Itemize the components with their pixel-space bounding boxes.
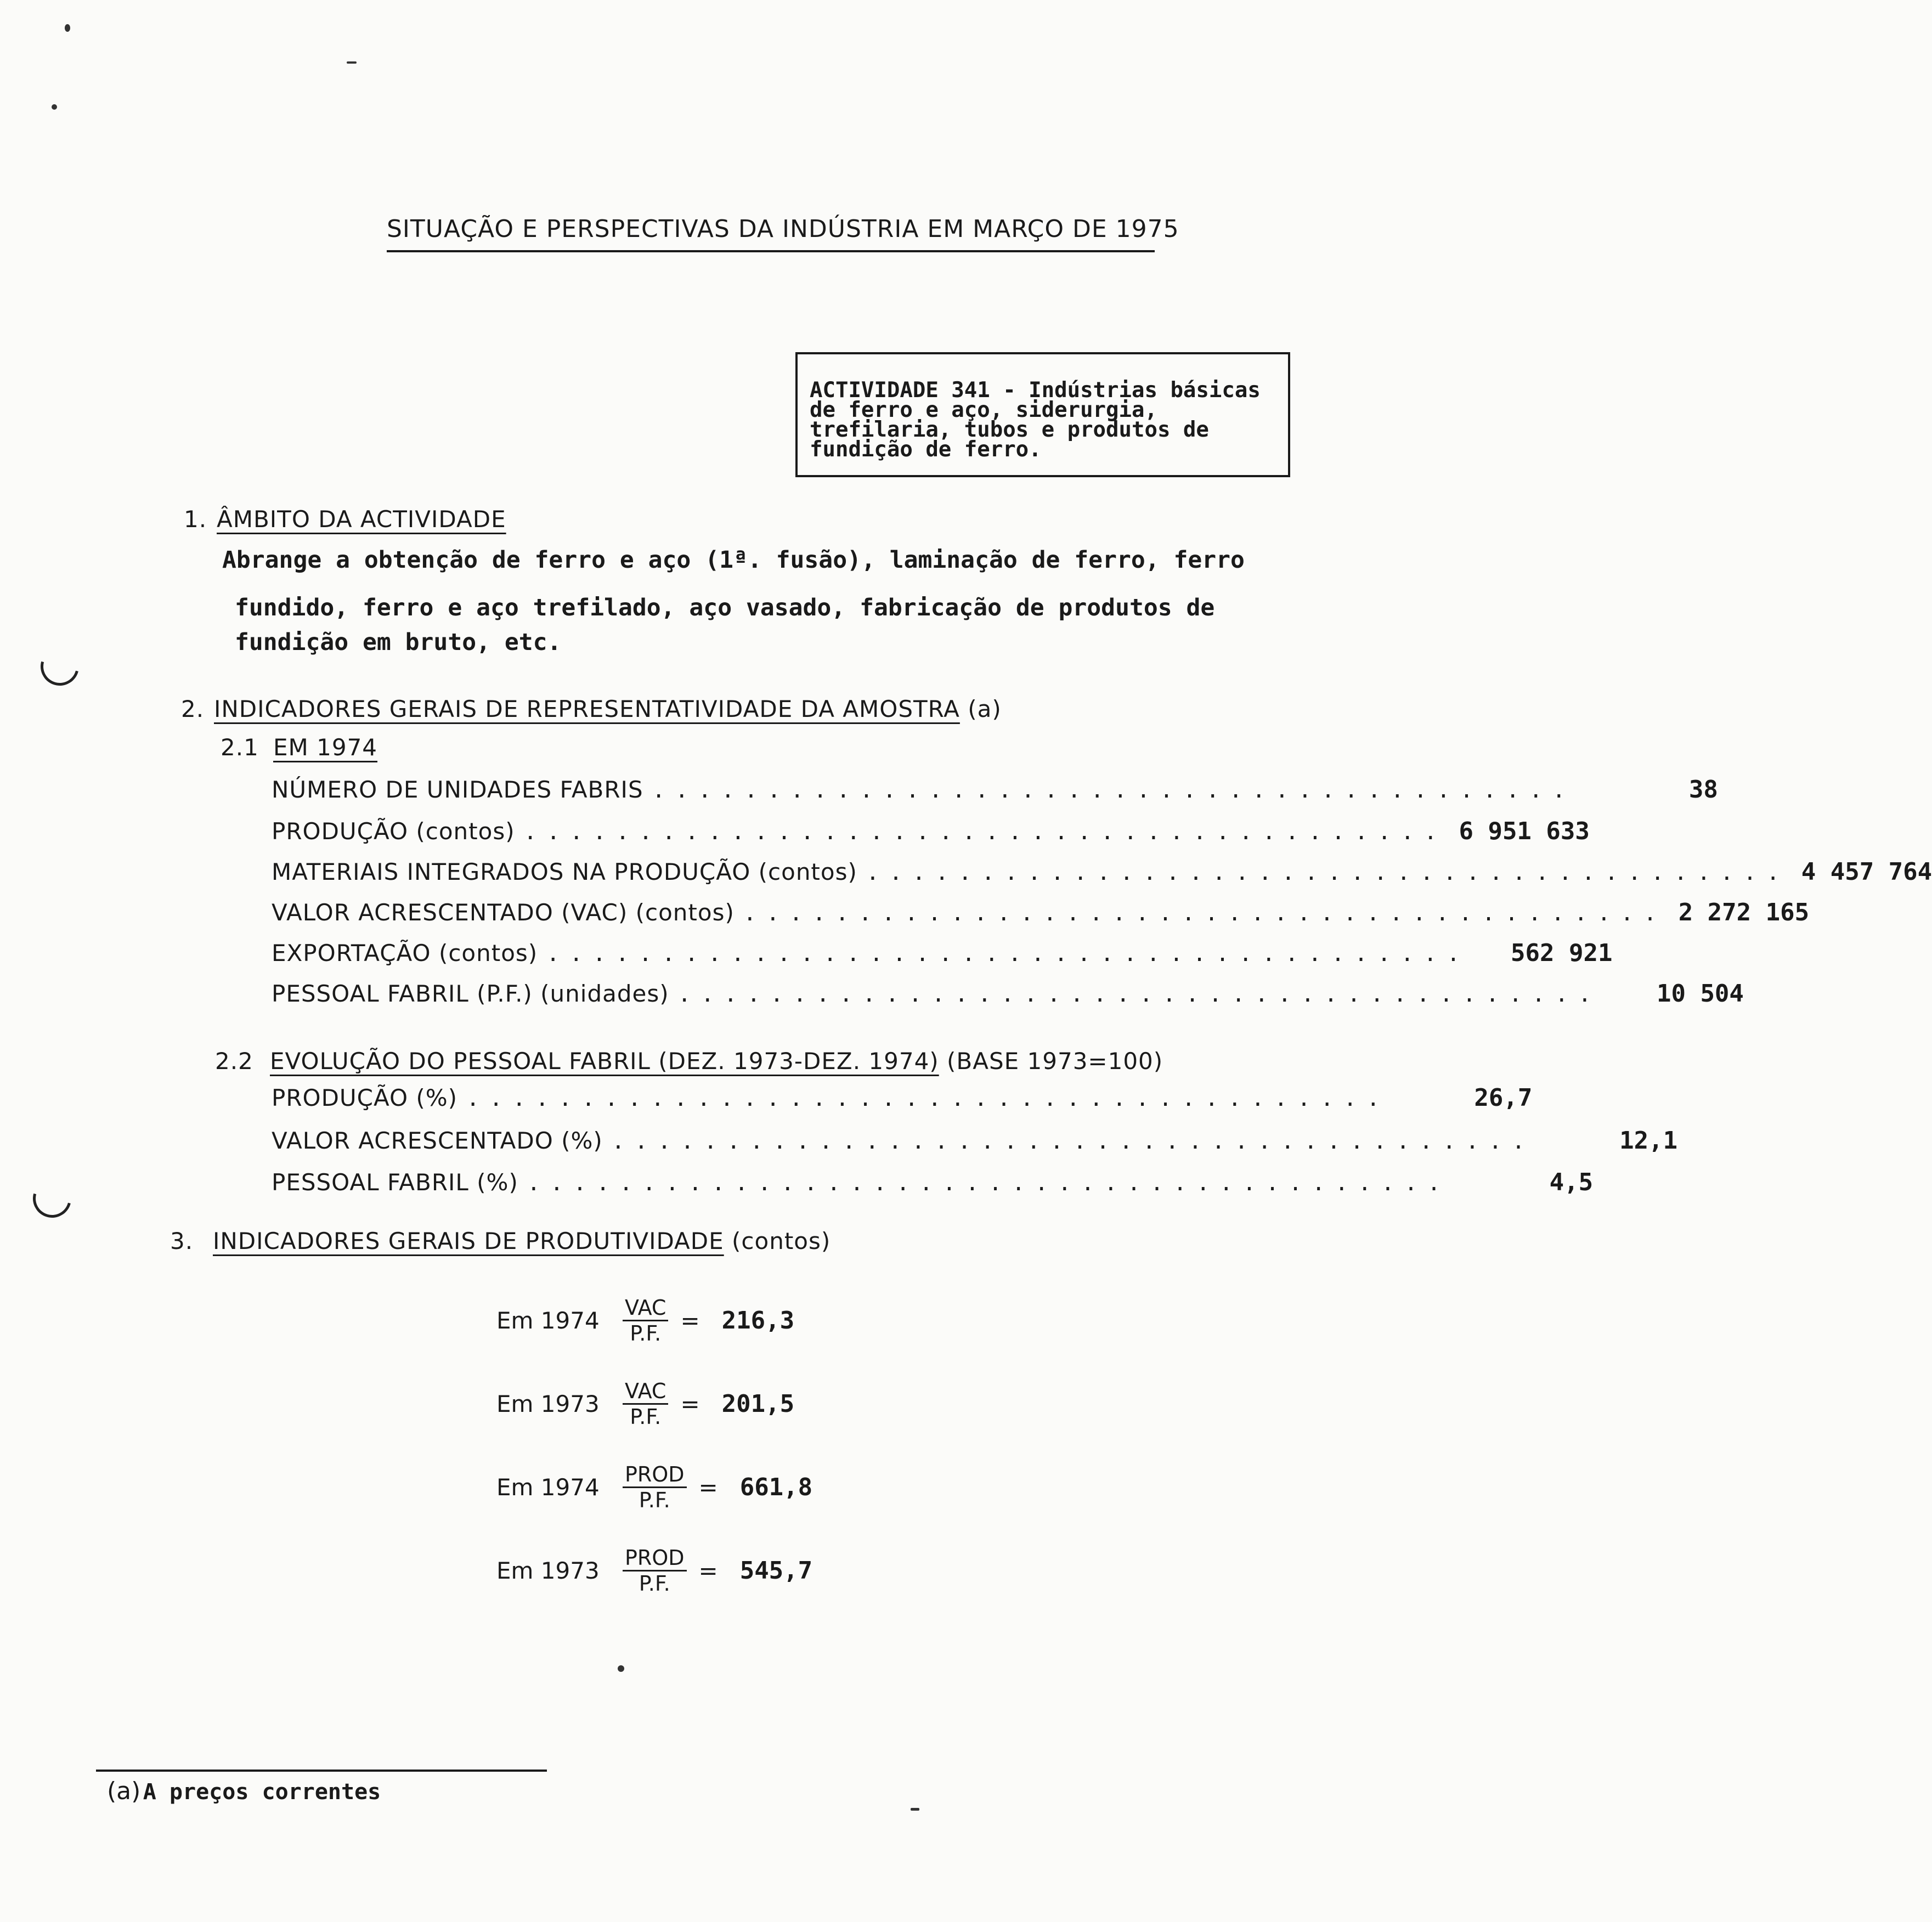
section-2-header <box>181 696 1002 722</box>
section-3-header <box>170 1228 831 1254</box>
dot-leader: ........................................ <box>466 1086 1390 1111</box>
row-value: 562 921 <box>1511 939 1613 967</box>
subsection-2-2-header <box>215 1048 1163 1075</box>
footnote-rule <box>96 1770 547 1772</box>
numerator: PROD <box>623 1546 687 1571</box>
ratio-value: 661,8 <box>739 1473 813 1501</box>
equals-sign: = <box>680 1307 700 1334</box>
table-row <box>272 1127 1678 1160</box>
scan-speck <box>52 104 57 110</box>
ratio-value: 545,7 <box>739 1557 813 1585</box>
table-row <box>272 817 1590 850</box>
row-label: PRODUÇÃO (%) <box>272 1084 458 1111</box>
dot-leader: ........................................ <box>652 778 1575 803</box>
dot-leader: ........................................ <box>527 1171 1451 1196</box>
punch-hole-mark <box>33 640 86 693</box>
section-2-heading: INDICADORES GERAIS DE REPRESENTATIVIDADE DA AMOSTRA <box>214 696 960 722</box>
table-row <box>272 858 1932 891</box>
ratio-year: Em 1973 <box>496 1557 600 1584</box>
subsection-2-2-note: (BASE 1973=100) <box>947 1048 1163 1075</box>
scan-speck <box>65 24 70 32</box>
section-3-note: (contos) <box>732 1228 831 1254</box>
row-label: PESSOAL FABRIL (P.F.) (unidades) <box>272 980 669 1007</box>
table-row <box>272 898 1810 931</box>
dot-leader: ........................................ <box>677 982 1601 1007</box>
row-value: 2 272 165 <box>1678 898 1810 926</box>
section-2-note: (a) <box>968 696 1002 722</box>
scan-speck <box>911 1808 919 1811</box>
dot-leader: ........................................ <box>743 901 1667 926</box>
section-1-line-1: Abrange a obtenção de ferro e aço (1ª. fusão), laminação de ferro, ferro <box>222 546 1245 574</box>
ratio-year: Em 1974 <box>496 1474 600 1501</box>
row-label: EXPORTAÇÃO (contos) <box>272 940 538 966</box>
row-label: PRODUÇÃO (contos) <box>272 818 515 845</box>
denominator: P.F. <box>630 1321 662 1346</box>
ratio-fraction <box>623 1296 668 1346</box>
dot-leader: ........................................ <box>546 941 1470 966</box>
denominator: P.F. <box>639 1488 670 1512</box>
equals-sign: = <box>698 1474 718 1501</box>
row-label: VALOR ACRESCENTADO (%) <box>272 1127 603 1154</box>
denominator: P.F. <box>630 1405 662 1429</box>
row-value: 26,7 <box>1474 1084 1533 1112</box>
footnote-marker: (a) <box>107 1777 141 1805</box>
section-3-heading: INDICADORES GERAIS DE PRODUTIVIDADE <box>213 1228 724 1254</box>
row-value: 38 <box>1688 776 1718 804</box>
ratio-row <box>496 1546 812 1596</box>
subsection-2-1-number: 2.1 <box>221 734 259 761</box>
dot-leader: ........................................ <box>866 860 1790 885</box>
row-value: 10 504 <box>1656 980 1744 1008</box>
table-row <box>272 776 1718 809</box>
row-label: NÚMERO DE UNIDADES FABRIS <box>272 776 643 803</box>
ratio-row <box>496 1462 812 1512</box>
ratio-value: 216,3 <box>721 1307 795 1335</box>
row-value: 4 457 764 <box>1801 858 1932 886</box>
dot-leader: ........................................ <box>611 1129 1535 1154</box>
numerator: PROD <box>623 1462 687 1488</box>
footnote-text: A preços correntes <box>143 1779 381 1805</box>
section-1-line-2: fundido, ferro e aço trefilado, aço vasado, fabricação de produtos de <box>235 594 1215 621</box>
dot-leader: ........................................ <box>523 819 1447 845</box>
section-1-line-3: fundição em bruto, etc. <box>235 629 562 656</box>
section-1-number: 1. <box>184 506 207 533</box>
footnote <box>107 1777 381 1805</box>
scan-speck <box>347 61 357 64</box>
subsection-2-2-heading: EVOLUÇÃO DO PESSOAL FABRIL (DEZ. 1973-DEZ. 1974) <box>270 1048 939 1075</box>
subsection-2-2-number: 2.2 <box>215 1048 253 1075</box>
ratio-row <box>496 1379 794 1429</box>
subsection-2-1-header <box>221 734 377 761</box>
equals-sign: = <box>698 1557 718 1584</box>
ratio-fraction <box>623 1379 668 1429</box>
ratio-row <box>496 1296 794 1346</box>
table-row <box>272 1084 1533 1117</box>
denominator: P.F. <box>639 1571 670 1596</box>
numerator: VAC <box>623 1296 668 1321</box>
table-row <box>272 1168 1594 1201</box>
ratio-value: 201,5 <box>721 1390 795 1418</box>
section-3-number: 3. <box>170 1228 194 1254</box>
ratio-fraction <box>623 1462 687 1512</box>
row-value: 4,5 <box>1549 1168 1594 1196</box>
row-label: PESSOAL FABRIL (%) <box>272 1169 518 1196</box>
numerator: VAC <box>623 1379 668 1405</box>
activity-description: ACTIVIDADE 341 - Indústrias básicas de ferro e aço, siderurgia, trefilaria, tubos e produtos de fundição de ferro. <box>810 378 1261 462</box>
title-underline <box>387 250 1155 252</box>
equals-sign: = <box>680 1390 700 1417</box>
scan-speck <box>618 1665 624 1672</box>
punch-hole-mark <box>26 1172 78 1225</box>
activity-box <box>795 352 1290 477</box>
page-title: SITUAÇÃO E PERSPECTIVAS DA INDÚSTRIA EM MARÇO DE 1975 <box>387 215 1179 243</box>
table-row <box>272 980 1744 1013</box>
section-1-heading: ÂMBITO DA ACTIVIDADE <box>217 506 506 533</box>
ratio-year: Em 1974 <box>496 1307 600 1334</box>
ratio-fraction <box>623 1546 687 1596</box>
row-value: 6 951 633 <box>1459 817 1590 845</box>
table-row <box>272 939 1613 972</box>
row-label: MATERIAIS INTEGRADOS NA PRODUÇÃO (contos) <box>272 858 857 885</box>
ratio-year: Em 1973 <box>496 1390 600 1417</box>
row-label: VALOR ACRESCENTADO (VAC) (contos) <box>272 899 735 926</box>
section-2-number: 2. <box>181 696 205 722</box>
section-1-header <box>184 506 506 533</box>
row-value: 12,1 <box>1619 1127 1678 1155</box>
subsection-2-1-heading: EM 1974 <box>273 734 378 761</box>
